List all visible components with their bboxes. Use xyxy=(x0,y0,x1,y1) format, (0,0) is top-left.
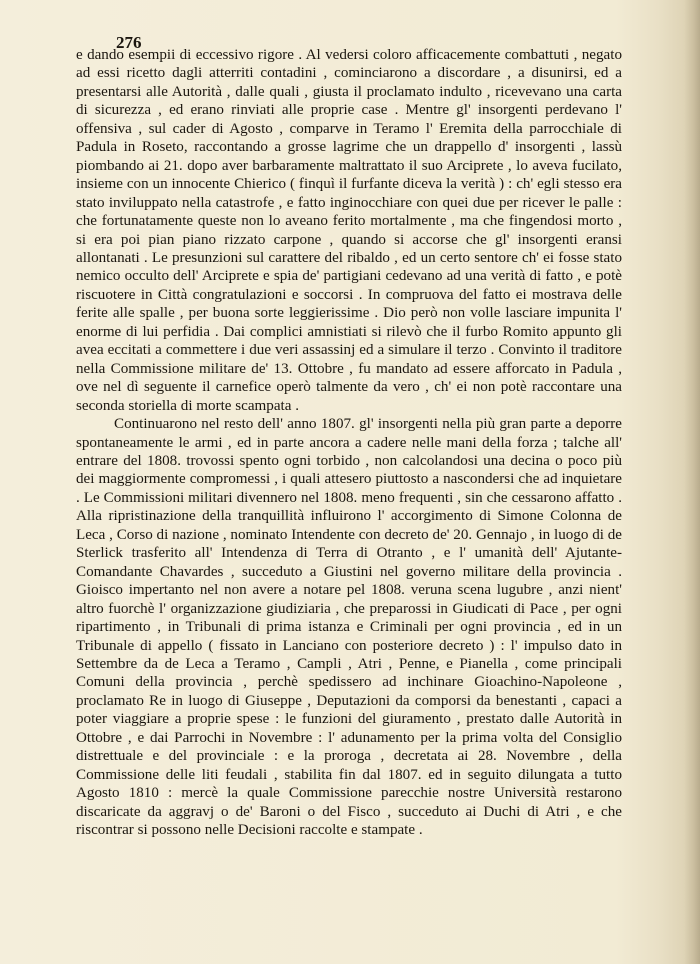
paragraph-1: e dando esempii di eccessivo rigore . Al vedersi coloro afficacemente combattuti , negato ad essi ricetto dagli atterriti contadini , cominciarono a discordare , a disunirsi, ed a presentarsi alle Autorità , dalle quali , giusta il proclamato indulto , ricevevano una carta di sicurezza , ed erano rinviati alle proprie case . Mentre gl' insorgenti perdevano l' offensiva , sul cader di Agosto , comparve in Teramo l' Eremita della parrocchiale di Padula in Roseto, raccontando a grosse lagrime che un drappello d' insorgenti , lassù piombando ai 21. dopo aver barbaramente maltrattato il suo Arciprete , lo aveva fucilato, insieme con un innocente Chierico ( finquì il furfante diceva la verità ) : ch' egli stesso era stato inviluppato nella catastrofe , e fatto inginocchiare con quei due per ricever le palle : che fortunatamente queste non lo aveano ferito mortalmente , ma che fingendosi morto , si era poi pian piano rizzato carpone , quando si accorse che gl' insorgenti eransi allontanati . Le presunzioni sul carattere del ribaldo , ed un certo sentore ch' ei fosse stato nemico occulto dell' Arciprete e spia de' partigiani cedevano ad una verità di fatto , e potè riscuotere in Città congratulazioni e soccorsi . In compruova del fatto ei mostrava delle ferite alle spalle , per buona sorte leggierissime . Dio però non volle lasciare impunita l' enorme di lui perfidia . Dai complici amnistiati si rilevò che il furbo Romito appunto gli avea eccitati a commettere i due veri assassinj ed a simulare il terzo . Convinto il traditore nella Commissione militare de' 13. Ottobre , fu mandato ad essere afforcato in Padula , ove nel dì seguente il carnefice operò talmente da vero , ch' ei non potè raccontare una seconda storiella di morte scampata . xyxy=(76,47,622,414)
paragraph-2: Continuarono nel resto dell' anno 1807. gl' insorgenti nella più gran parte a deporre spontaneamente le armi , ed in parte ancora a cadere nelle mani della forza ; talche all' entrare del 1808. trovossi spento ogni torbido , non calcolandosi una decina o poco più dei maggiormente compromessi , i quali attesero piuttosto a nascondersi che ad inquietare . Le Commissioni militari divennero nel 1808. meno frequenti , sin che cessarono affatto . Alla ripristinazione della tranquillità influirono l' accorgimento di Simone Colonna de Leca , Corso di nazione , nominato Intendente con decreto de' 20. Gennajo , in luogo di de Sterlick trasferito all' Intendenza di Terra di Otranto , e l' umanità dell' Ajutante-Comandante Chavardes , succeduto a Giustini nel governo militare della provincia . Gioisco impertanto nel non avere a notare pel 1808. veruna scena lugubre , anzi nient' altro fuorchè l' organizzazione giudiziaria , che preparossi in Giudicati di Pace , per ogni ripartimento , in Tribunali di prima istanza e Criminali per ogni provincia , ed in un Tribunale di appello ( fissato in Lanciano con posteriore decreto ) : l' impulso dato in Settembre da de Leca a Teramo , Campli , Atri , Penne, e Pianella , come principali Comuni della provincia , perchè spedissero ad inchinare Gioachino-Napoleone , proclamato Re in luogo di Giuseppe , Deputazioni da comporsi da benestanti , capaci a poter viaggiare a proprie spese : le funzioni del giuramento , prestato dalle Autorità in Ottobre , e dai Parrochi in Novembre : l' adunamento per la prima volta del Consiglio distrettuale e del provinciale : e la proroga , decretata ai 28. Novembre , della Commissione delle liti feudali , stabilita fin dal 1807. ed in seguito dilungata a tutto Agosto 1810 : mercè la quale Commissione parecchie nostre Università restarono discaricate da aggravj o de' Baroni o del Fisco , succeduto ai Duchi di Atri , e che riscontrar si possono nelle Decisioni raccolte e stampate . xyxy=(76,416,622,839)
page-edge-shadow xyxy=(684,0,700,964)
page-number: 276 xyxy=(116,33,142,52)
body-text xyxy=(76,46,622,839)
